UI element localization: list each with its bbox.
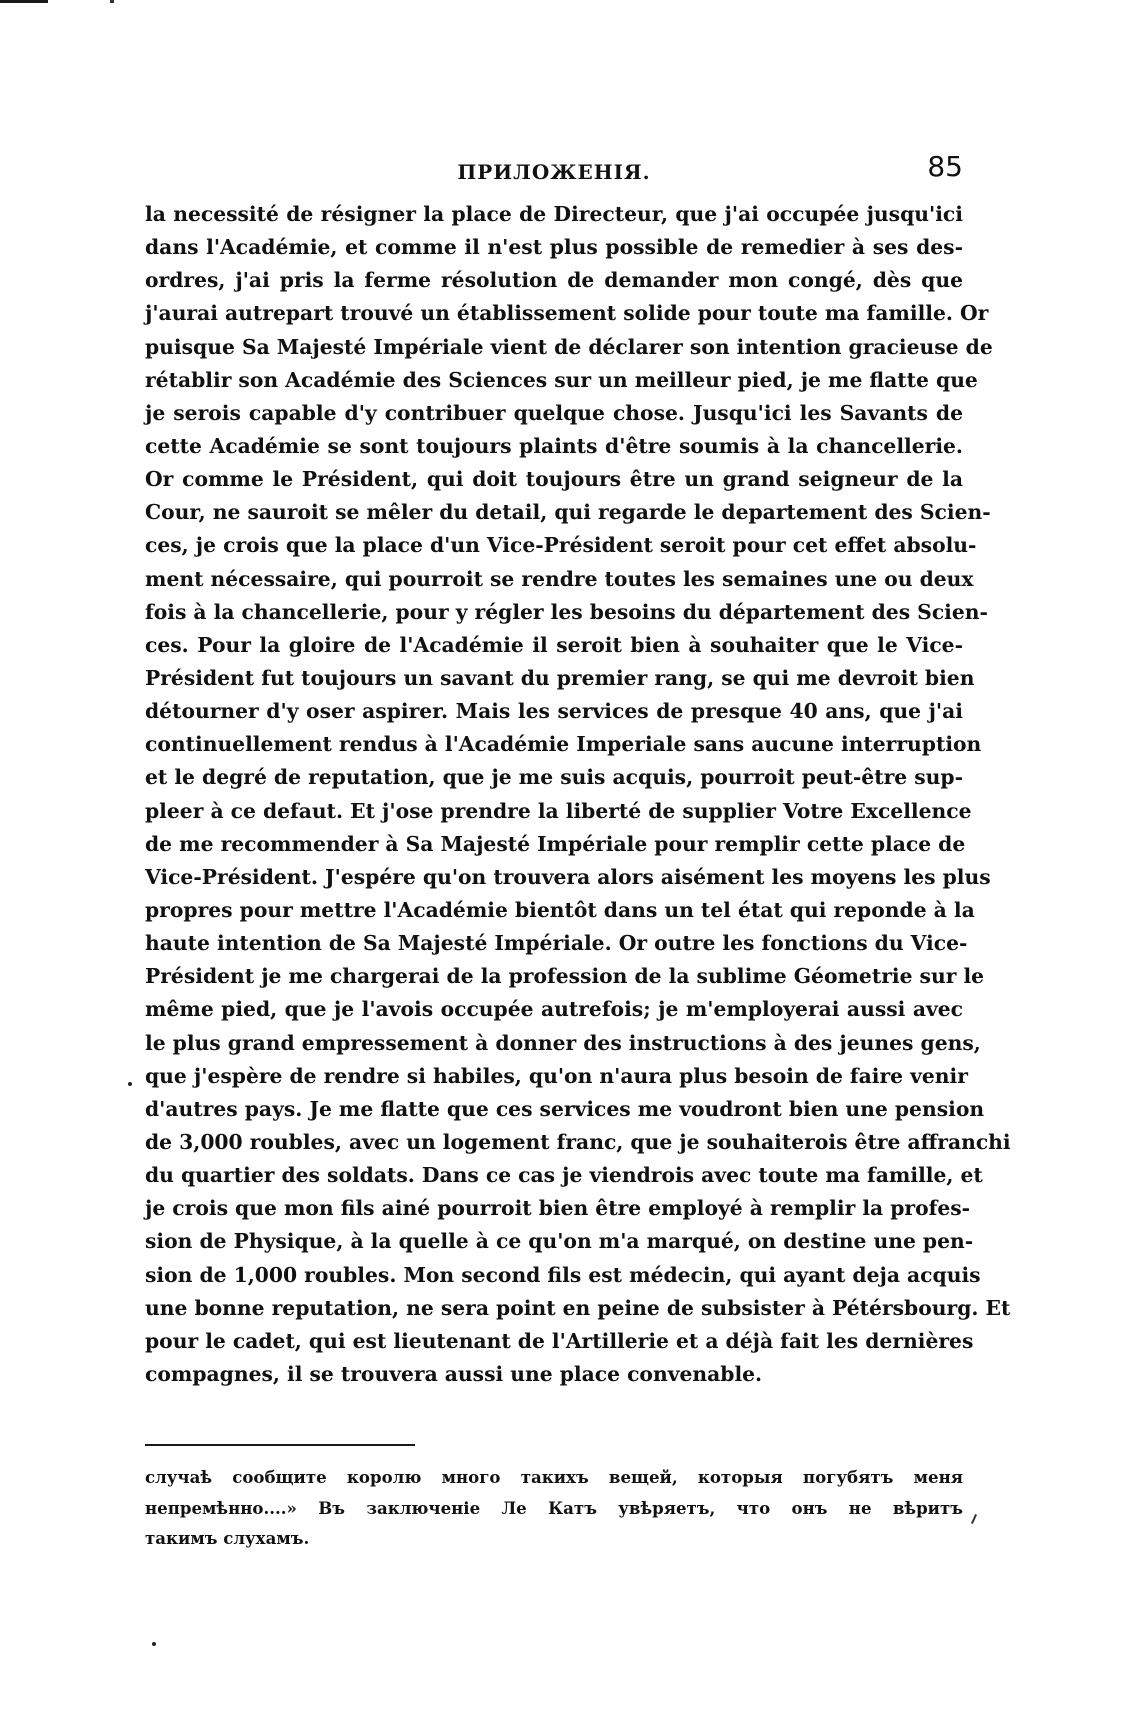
text-line: et le degré de reputation, que je me suis acquis, pourroit peut-être sup- — [145, 765, 963, 790]
text-line: pour le cadet, qui est lieutenant de l'Artillerie et a déjà fait les dernières — [145, 1328, 974, 1353]
text-line: la necessité de résigner la place de Directeur, que j'ai occupée jusqu'ici — [145, 202, 963, 226]
text-line: d'autres pays. Je me flatte que ces services me voudront bien une pension — [145, 1096, 985, 1121]
text-line: dans l'Académie, et comme il n'est plus possible de remedier à ses des- — [145, 235, 963, 260]
footnote-line-last: такимъ слухамъ. — [145, 1528, 310, 1548]
running-title: ПРИЛОЖЕНІЯ. — [457, 160, 651, 184]
text-line: je crois que mon fils ainé pourroit bien être employé à remplir la profes- — [145, 1196, 971, 1221]
page-header — [145, 150, 963, 190]
footnote-line: непремѣнно....» Въ заключеніе Ле Катъ увѣряетъ, что онъ не вѣритъ — [145, 1497, 963, 1518]
text-line: Président fut toujours un savant du premier rang, se qui me devroit bien — [145, 665, 975, 690]
text-line: rétablir son Académie des Sciences sur un meilleur pied, je me flatte que — [145, 367, 978, 392]
text-line: propres pour mettre l'Académie bientôt dans un tel état qui reponde à la — [145, 897, 975, 922]
text-line: fois à la chancellerie, pour y régler les besoins du département des Scien- — [145, 599, 988, 624]
footnote — [145, 1462, 963, 1554]
text-line: détourner d'y oser aspirer. Mais les services de presque 40 ans, que j'ai — [145, 699, 963, 724]
text-line: puisque Sa Majesté Impériale vient de déclarer son intention gracieuse de — [145, 334, 993, 359]
text-line: le plus grand empressement à donner des instructions à des jeunes gens, — [145, 1030, 981, 1055]
text-line: de 3,000 roubles, avec un logement franc, que je souhaiterois être affranchi — [145, 1129, 1011, 1154]
text-line: même pied, que je l'avois occupée autrefois; je m'employerai aussi avec — [145, 997, 963, 1022]
text-line: du quartier des soldats. Dans ce cas je viendrois avec toute ma famille, et — [145, 1163, 983, 1188]
scan-mark — [971, 1514, 977, 1524]
text-line: sion de 1,000 roubles. Mon second fils est médecin, qui ayant deja acquis — [145, 1262, 981, 1287]
text-line: Président je me chargerai de la profession de la sublime Géometrie sur le — [145, 964, 985, 989]
text-line-last: compagnes, il se trouvera aussi une place convenable. — [145, 1361, 763, 1386]
text-line: de me recommender à Sa Majesté Impériale pour remplir cette place de — [145, 831, 966, 856]
text-line: je serois capable d'y contribuer quelque chose. Jusqu'ici les Savants de — [145, 400, 963, 425]
text-line: Or comme le Président, qui doit toujours être un grand seigneur de la — [145, 467, 963, 492]
scan-edge-mark — [0, 0, 48, 3]
text-line: pleer à ce defaut. Et j'ose prendre la liberté de supplier Votre Excellence — [145, 798, 972, 823]
text-line: ordres, j'ai pris la ferme résolution de demander mon congé, dès que — [145, 268, 963, 293]
scan-speck — [152, 1642, 156, 1646]
text-line: Cour, ne sauroit se mêler du detail, qui regarde le departement des Scien- — [145, 500, 991, 525]
text-line: ces, je crois que la place d'un Vice-Président seroit pour cet effet absolu- — [145, 533, 977, 558]
text-line: ces. Pour la gloire de l'Académie il seroit bien à souhaiter que le Vice- — [145, 632, 963, 657]
main-text — [145, 198, 1011, 1391]
text-line: une bonne reputation, ne sera point en peine de subsister à Pétérsbourg. Et — [145, 1295, 1011, 1320]
page-number: 85 — [927, 150, 963, 183]
scan-speck — [128, 1082, 132, 1086]
footnote-divider — [145, 1444, 415, 1446]
text-line: j'aurai autrepart trouvé un établissement solide pour toute ma famille. Or — [145, 301, 989, 326]
scan-edge-dot — [110, 0, 114, 3]
text-line: cette Académie se sont toujours plaints d'être soumis à la chancellerie. — [145, 433, 963, 458]
text-line: continuellement rendus à l'Académie Imperiale sans aucune interruption — [145, 732, 982, 757]
text-line: que j'espère de rendre si habiles, qu'on n'aura plus besoin de faire venir — [145, 1063, 968, 1088]
footnote-line: случаѣ сообщите королю много такихъ вещей, которыя погубятъ меня — [145, 1467, 963, 1487]
text-line: ment nécessaire, qui pourroit se rendre toutes les semaines une ou deux — [145, 566, 974, 591]
text-line: sion de Physique, à la quelle à ce qu'on m'a marqué, on destine une pen- — [145, 1229, 974, 1254]
text-line: Vice-Président. J'espére qu'on trouvera alors aisément les moyens les plus — [145, 864, 991, 889]
text-line: haute intention de Sa Majesté Impériale. Or outre les fonctions du Vice- — [145, 931, 968, 956]
